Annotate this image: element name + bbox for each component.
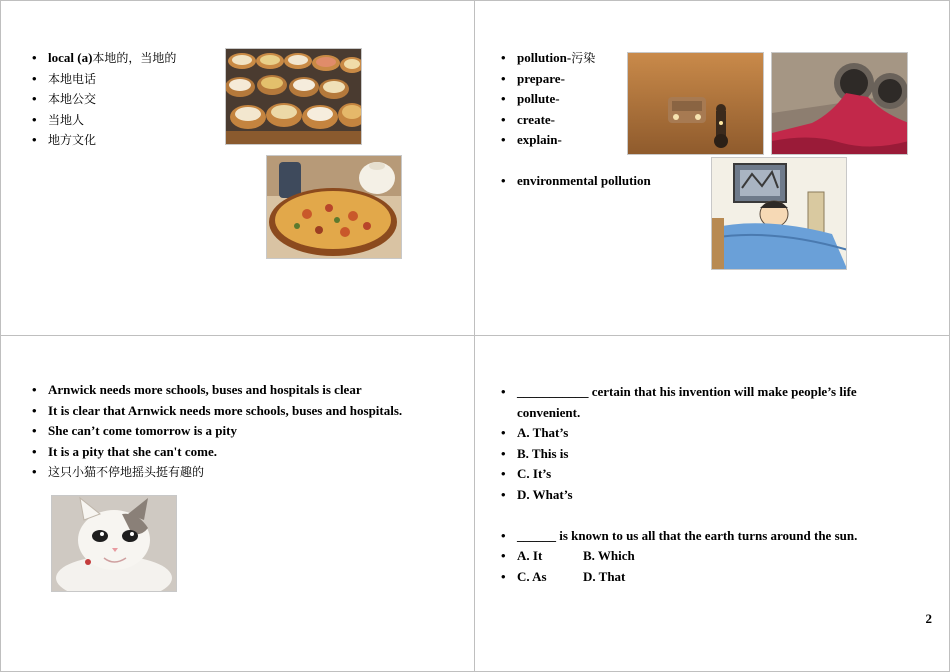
panel1-item: • 当地人 — [32, 110, 176, 131]
question-2: • ______ is known to us all that the earth turns around the sun. — [501, 526, 911, 547]
panel3-item: • It is clear that Arnwick needs more schools, buses and hospitals. — [32, 401, 402, 422]
panel3-item: • She can’t come tomorrow is a pity — [32, 421, 402, 442]
vertical-divider — [474, 0, 475, 672]
dim-sum-image — [225, 48, 362, 145]
q1-option: • B. This is — [501, 444, 911, 465]
cat-image — [51, 495, 177, 592]
panel1-item: • 本地电话 — [32, 69, 176, 90]
q1-option: • A. That’s — [501, 423, 911, 444]
horizontal-divider — [0, 335, 950, 336]
q1-option: • D. What’s — [501, 485, 911, 506]
question-1: • ___________ certain that his invention will make people’s life convenient. — [501, 382, 911, 423]
panel2-item: • create- — [501, 110, 651, 131]
panel2-item: • environmental pollution — [501, 171, 651, 192]
panel3-item: • 这只小猫不停地摇头挺有趣的 — [32, 462, 402, 483]
panel1-list — [32, 48, 176, 151]
panel2-item: • explain- — [501, 130, 651, 151]
q2-options-row: • A. It B. Which — [501, 546, 911, 567]
panel4-list — [501, 382, 911, 587]
panel2-item: • pollution-污染 — [501, 48, 651, 69]
panel3-list — [32, 380, 402, 483]
q2-options-row: • C. As D. That — [501, 567, 911, 588]
panel2-item: • pollute- — [501, 89, 651, 110]
page-number: 2 — [925, 611, 932, 626]
panel3-item: • It is a pity that she can't come. — [32, 442, 402, 463]
panel1-item: • local (a)本地的，当地的 — [32, 48, 176, 69]
smog-image — [627, 52, 764, 155]
sick-person-cartoon-image — [711, 157, 847, 270]
pipe-pollution-image — [771, 52, 908, 155]
panel1-item: • 地方文化 — [32, 130, 176, 151]
panel1-item: • 本地公交 — [32, 89, 176, 110]
pizza-image — [266, 155, 402, 259]
panel3-item: • Arnwick needs more schools, buses and hospitals is clear — [32, 380, 402, 401]
panel2-item: • prepare- — [501, 69, 651, 90]
q1-option: • C. It’s — [501, 464, 911, 485]
